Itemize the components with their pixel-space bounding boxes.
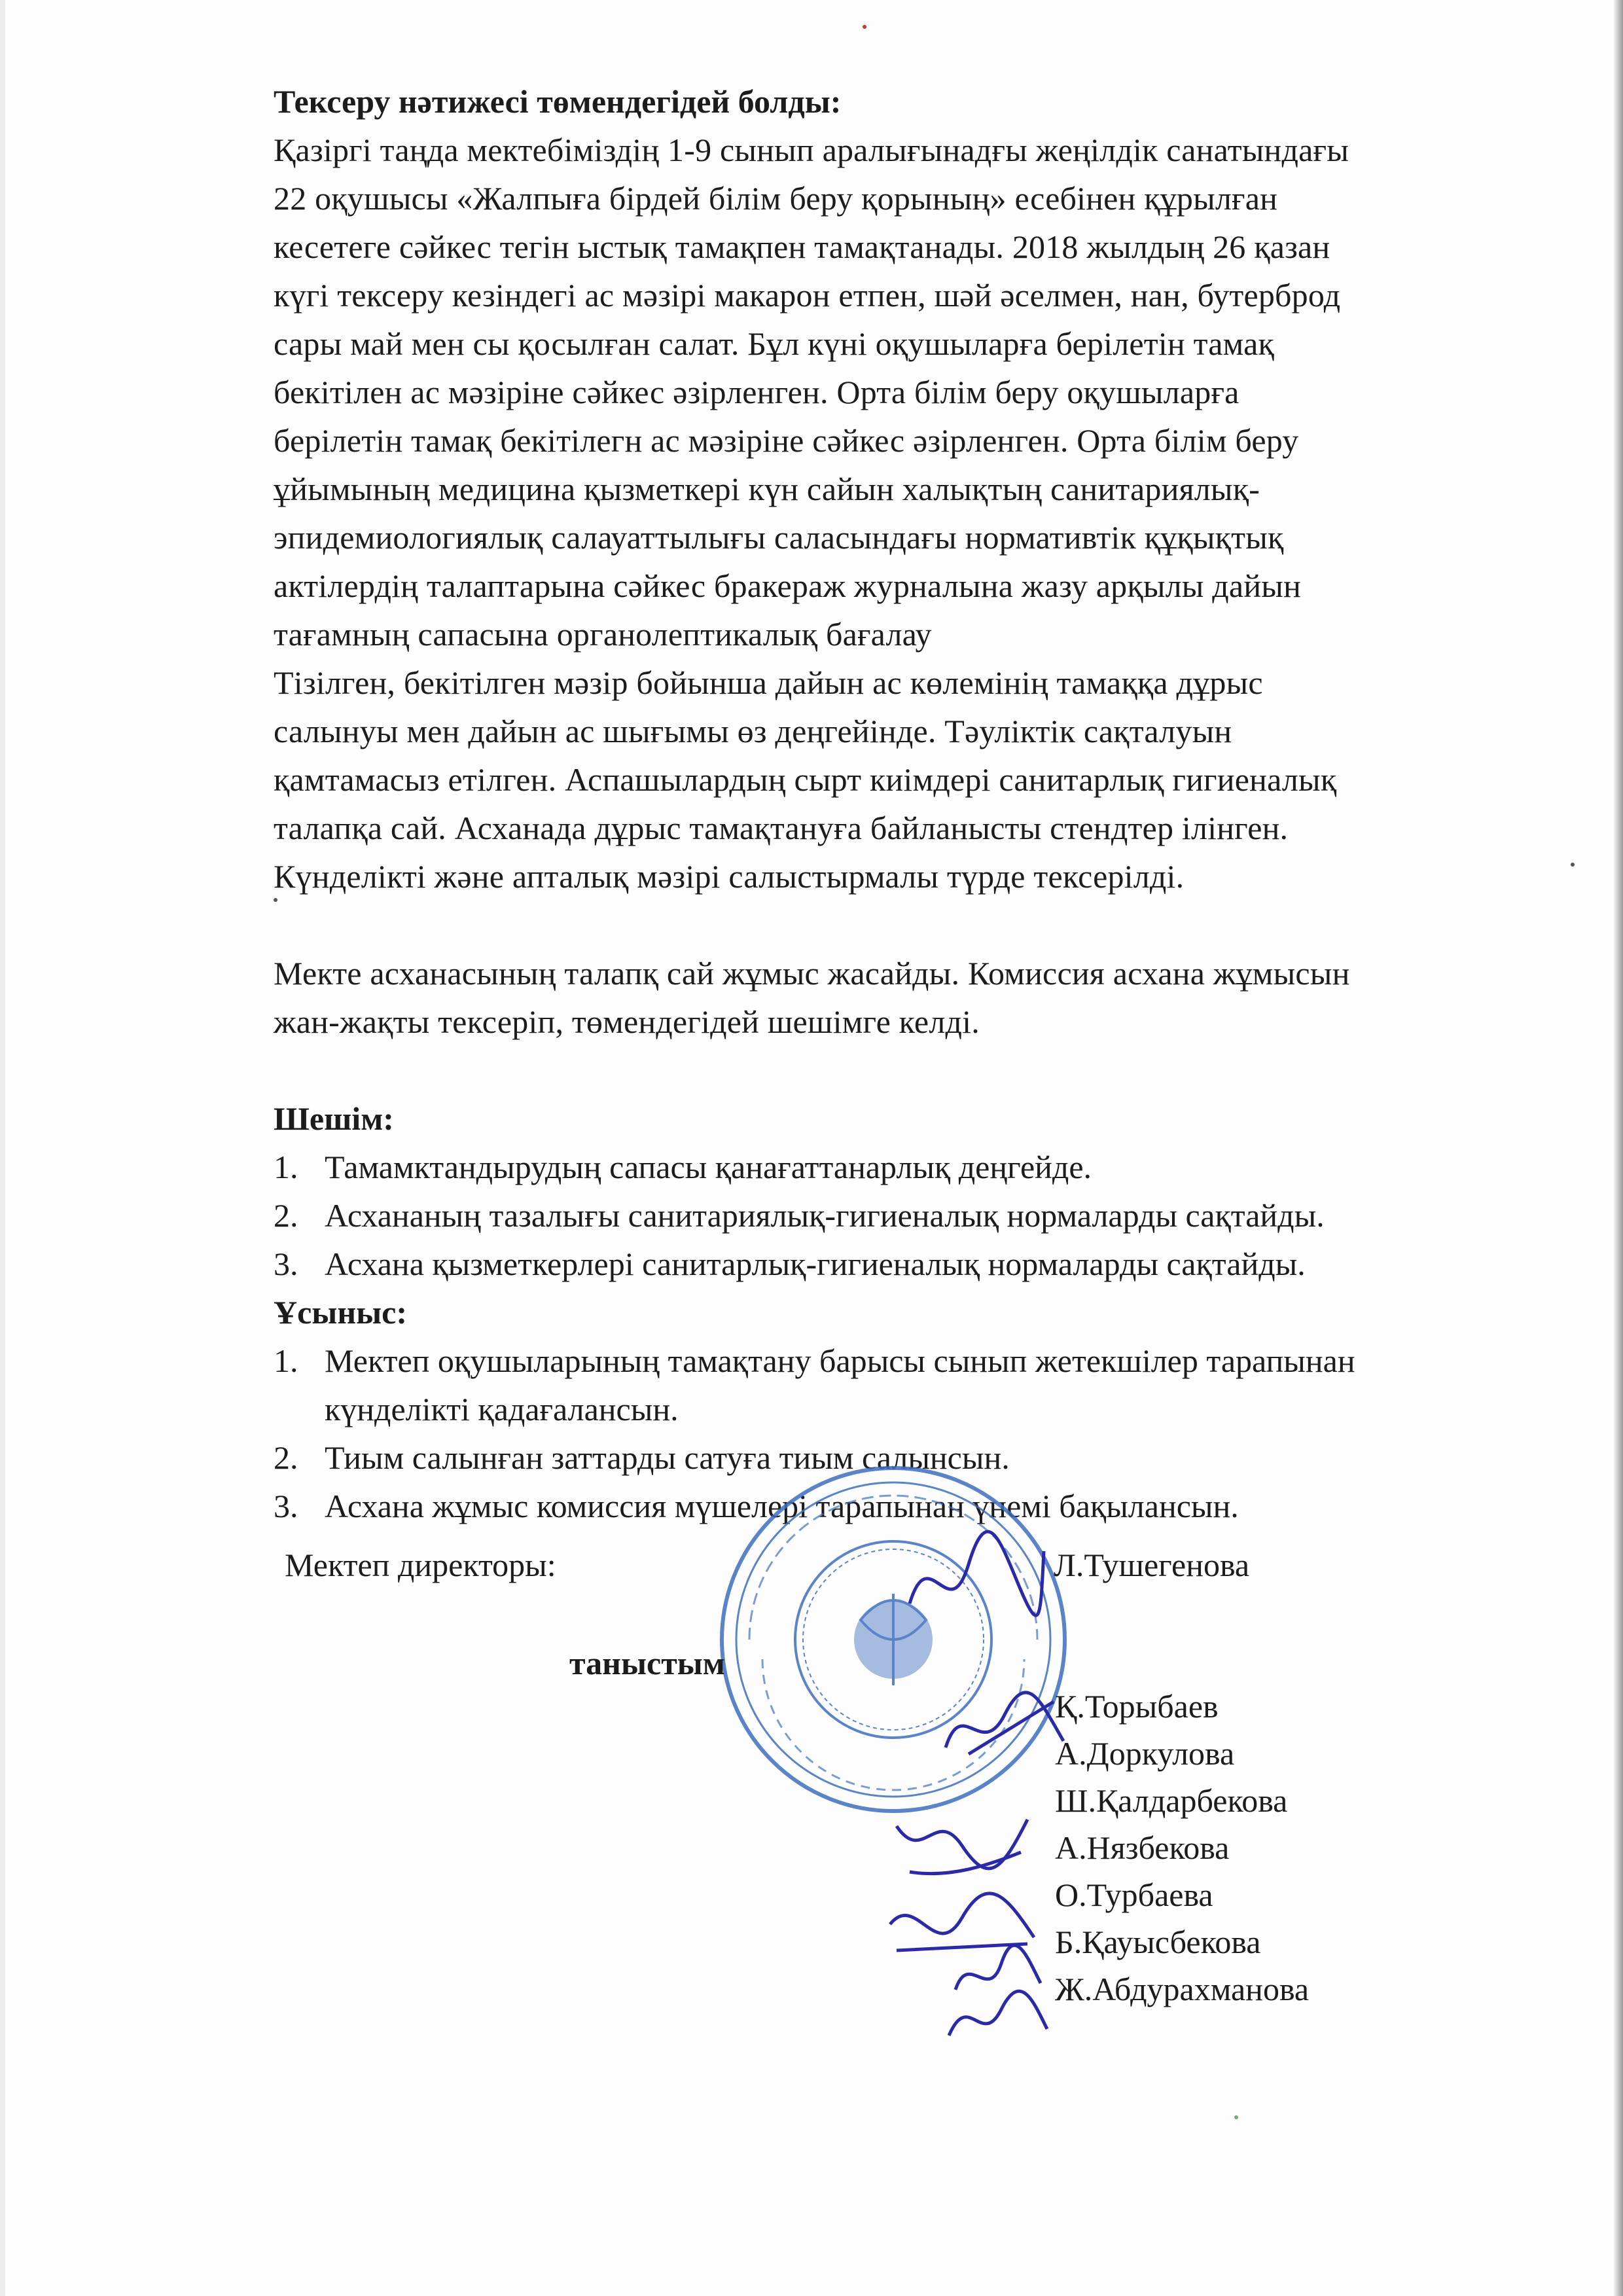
- list-number: 1.: [274, 1149, 298, 1185]
- list-number: 2.: [274, 1439, 298, 1476]
- member-signature: [942, 1983, 1054, 2055]
- decision-heading: Шешім:: [274, 1100, 394, 1137]
- body-line: Күнделікті және апталық мәзірі салыстырмалы түрде тексерілді.: [274, 858, 1185, 895]
- scan-speck: [863, 25, 866, 29]
- conclusion-line: Мекте асханасының талапқ сай жұмыс жасайды. Комиссия асхана жұмысын: [274, 955, 1350, 992]
- proposal-heading: Ұсыныс:: [274, 1294, 408, 1331]
- list-item-text: Тамамктандырудың сапасы қанағаттанарлық деңгейде.: [325, 1149, 1092, 1185]
- list-item-text: Асхана қызметкерлері санитарлық-гигиеналық нормаларды сақтайды.: [325, 1246, 1306, 1282]
- member-signature: [942, 1689, 1067, 1767]
- member-name: Б.Қауысбекова: [1055, 1924, 1261, 1960]
- acquainted-label: таныстым: [569, 1645, 725, 1681]
- list-item: [274, 1336, 1543, 1433]
- list-item: [274, 1191, 1543, 1240]
- list-item-text: Мектеп оқушыларының тамақтану барысы сынып жетекшілер тарапынан: [325, 1342, 1355, 1379]
- director-name: Л.Тушегенова: [1054, 1547, 1250, 1583]
- member-name: А.Доркулова: [1055, 1735, 1235, 1772]
- results-heading: Тексеру нәтижесі төмендегідей болды:: [274, 83, 842, 120]
- member-name: А.Нязбекова: [1055, 1829, 1230, 1866]
- official-stamp: [710, 1456, 1077, 1823]
- member-name: Ш.Қалдарбекова: [1055, 1782, 1288, 1819]
- list-number: 2.: [274, 1197, 298, 1234]
- member-name: Ж.Абдурахманова: [1055, 1971, 1310, 2007]
- list-item-text: күнделікті қадағалансын.: [325, 1391, 679, 1427]
- body-line: Қазіргі таңда мектебіміздің 1-9 сынып аралығынадғы жеңілдік санатындағы: [274, 132, 1349, 168]
- scan-right-edge: [1614, 0, 1623, 2296]
- body-line: 22 оқушысы «Жалпыға бірдей білім беру қорының» есебінен құрылған: [274, 180, 1278, 217]
- list-number: 3.: [274, 1488, 298, 1524]
- body-line: берілетін тамақ бекітілегн ас мәзіріне сәйкес әзірленген. Орта білім беру: [274, 422, 1299, 459]
- body-line: сары май мен сы қосылған салат. Бұл күні оқушыларға берілетін тамақ: [274, 325, 1275, 362]
- member-name: О.Турбаева: [1055, 1876, 1213, 1913]
- list-item: [274, 1240, 1543, 1288]
- director-signature: [903, 1525, 1047, 1636]
- scan-left-edge: [0, 0, 5, 2296]
- decision-list: [274, 1143, 1543, 1288]
- results-paragraph: [274, 126, 1543, 901]
- member-name: Қ.Торыбаев: [1055, 1688, 1219, 1725]
- list-item: [274, 1143, 1543, 1191]
- scan-speck: [1234, 2115, 1238, 2119]
- body-line: кесетеге сәйкес тегін ыстық тамақпен тамақтанады. 2018 жылдың 26 қазан: [274, 228, 1330, 265]
- body-line: ұйымының медицина қызметкері күн сайын халықтың санитариялық-: [274, 471, 1260, 507]
- director-label: Мектеп директоры:: [285, 1547, 556, 1583]
- list-item-text: Тиым салынған заттарды сатуға тиым салынсын.: [325, 1439, 1010, 1476]
- list-item-text: Асхананың тазалығы санитариялық-гигиеналық нормаларды сақтайды.: [325, 1197, 1325, 1234]
- document-body: [274, 77, 1543, 1530]
- body-line: қамтамасыз етілген. Аспашылардың сырт киімдері санитарлық гигиеналық: [274, 761, 1337, 798]
- body-line: тағамның сапасына органолептикалық бағалау: [274, 616, 932, 653]
- conclusion-paragraph: [274, 949, 1543, 1046]
- body-line: күгі тексеру кезіндегі ас мәзірі макарон етпен, шәй әселмен, нан, бутерброд: [274, 277, 1341, 314]
- body-line: бекітілен ас мәзіріне сәйкес әзірленген. Орта білім беру оқушыларға: [274, 374, 1240, 410]
- body-line: эпидемиологиялық салауаттылығы саласындағы нормативтік құқықтық: [274, 519, 1284, 556]
- body-line: актілердің талаптарына сәйкес бракераж журналына жазу арқылы дайын: [274, 567, 1302, 604]
- list-item-text: Асхана жұмыс комиссия мүшелері тарапынан үнемі бақылансын.: [325, 1488, 1239, 1524]
- member-signature: [890, 1800, 1034, 1892]
- conclusion-line: жан-жақты тексеріп, төмендегідей шешімге келді.: [274, 1003, 980, 1040]
- scan-speck: [1571, 863, 1575, 867]
- body-line: салынуы мен дайын ас шығымы өз деңгейінде. Тәуліктік сақталуын: [274, 713, 1232, 749]
- body-line: талапқа сай. Асханада дұрыс тамақтануға байланысты стендтер ілінген.: [274, 810, 1289, 846]
- list-number: 3.: [274, 1246, 298, 1282]
- body-line: Тізілген, бекітілген мәзір бойынша дайын ас көлемінің тамаққа дұрыс: [274, 664, 1263, 701]
- list-number: 1.: [274, 1342, 298, 1379]
